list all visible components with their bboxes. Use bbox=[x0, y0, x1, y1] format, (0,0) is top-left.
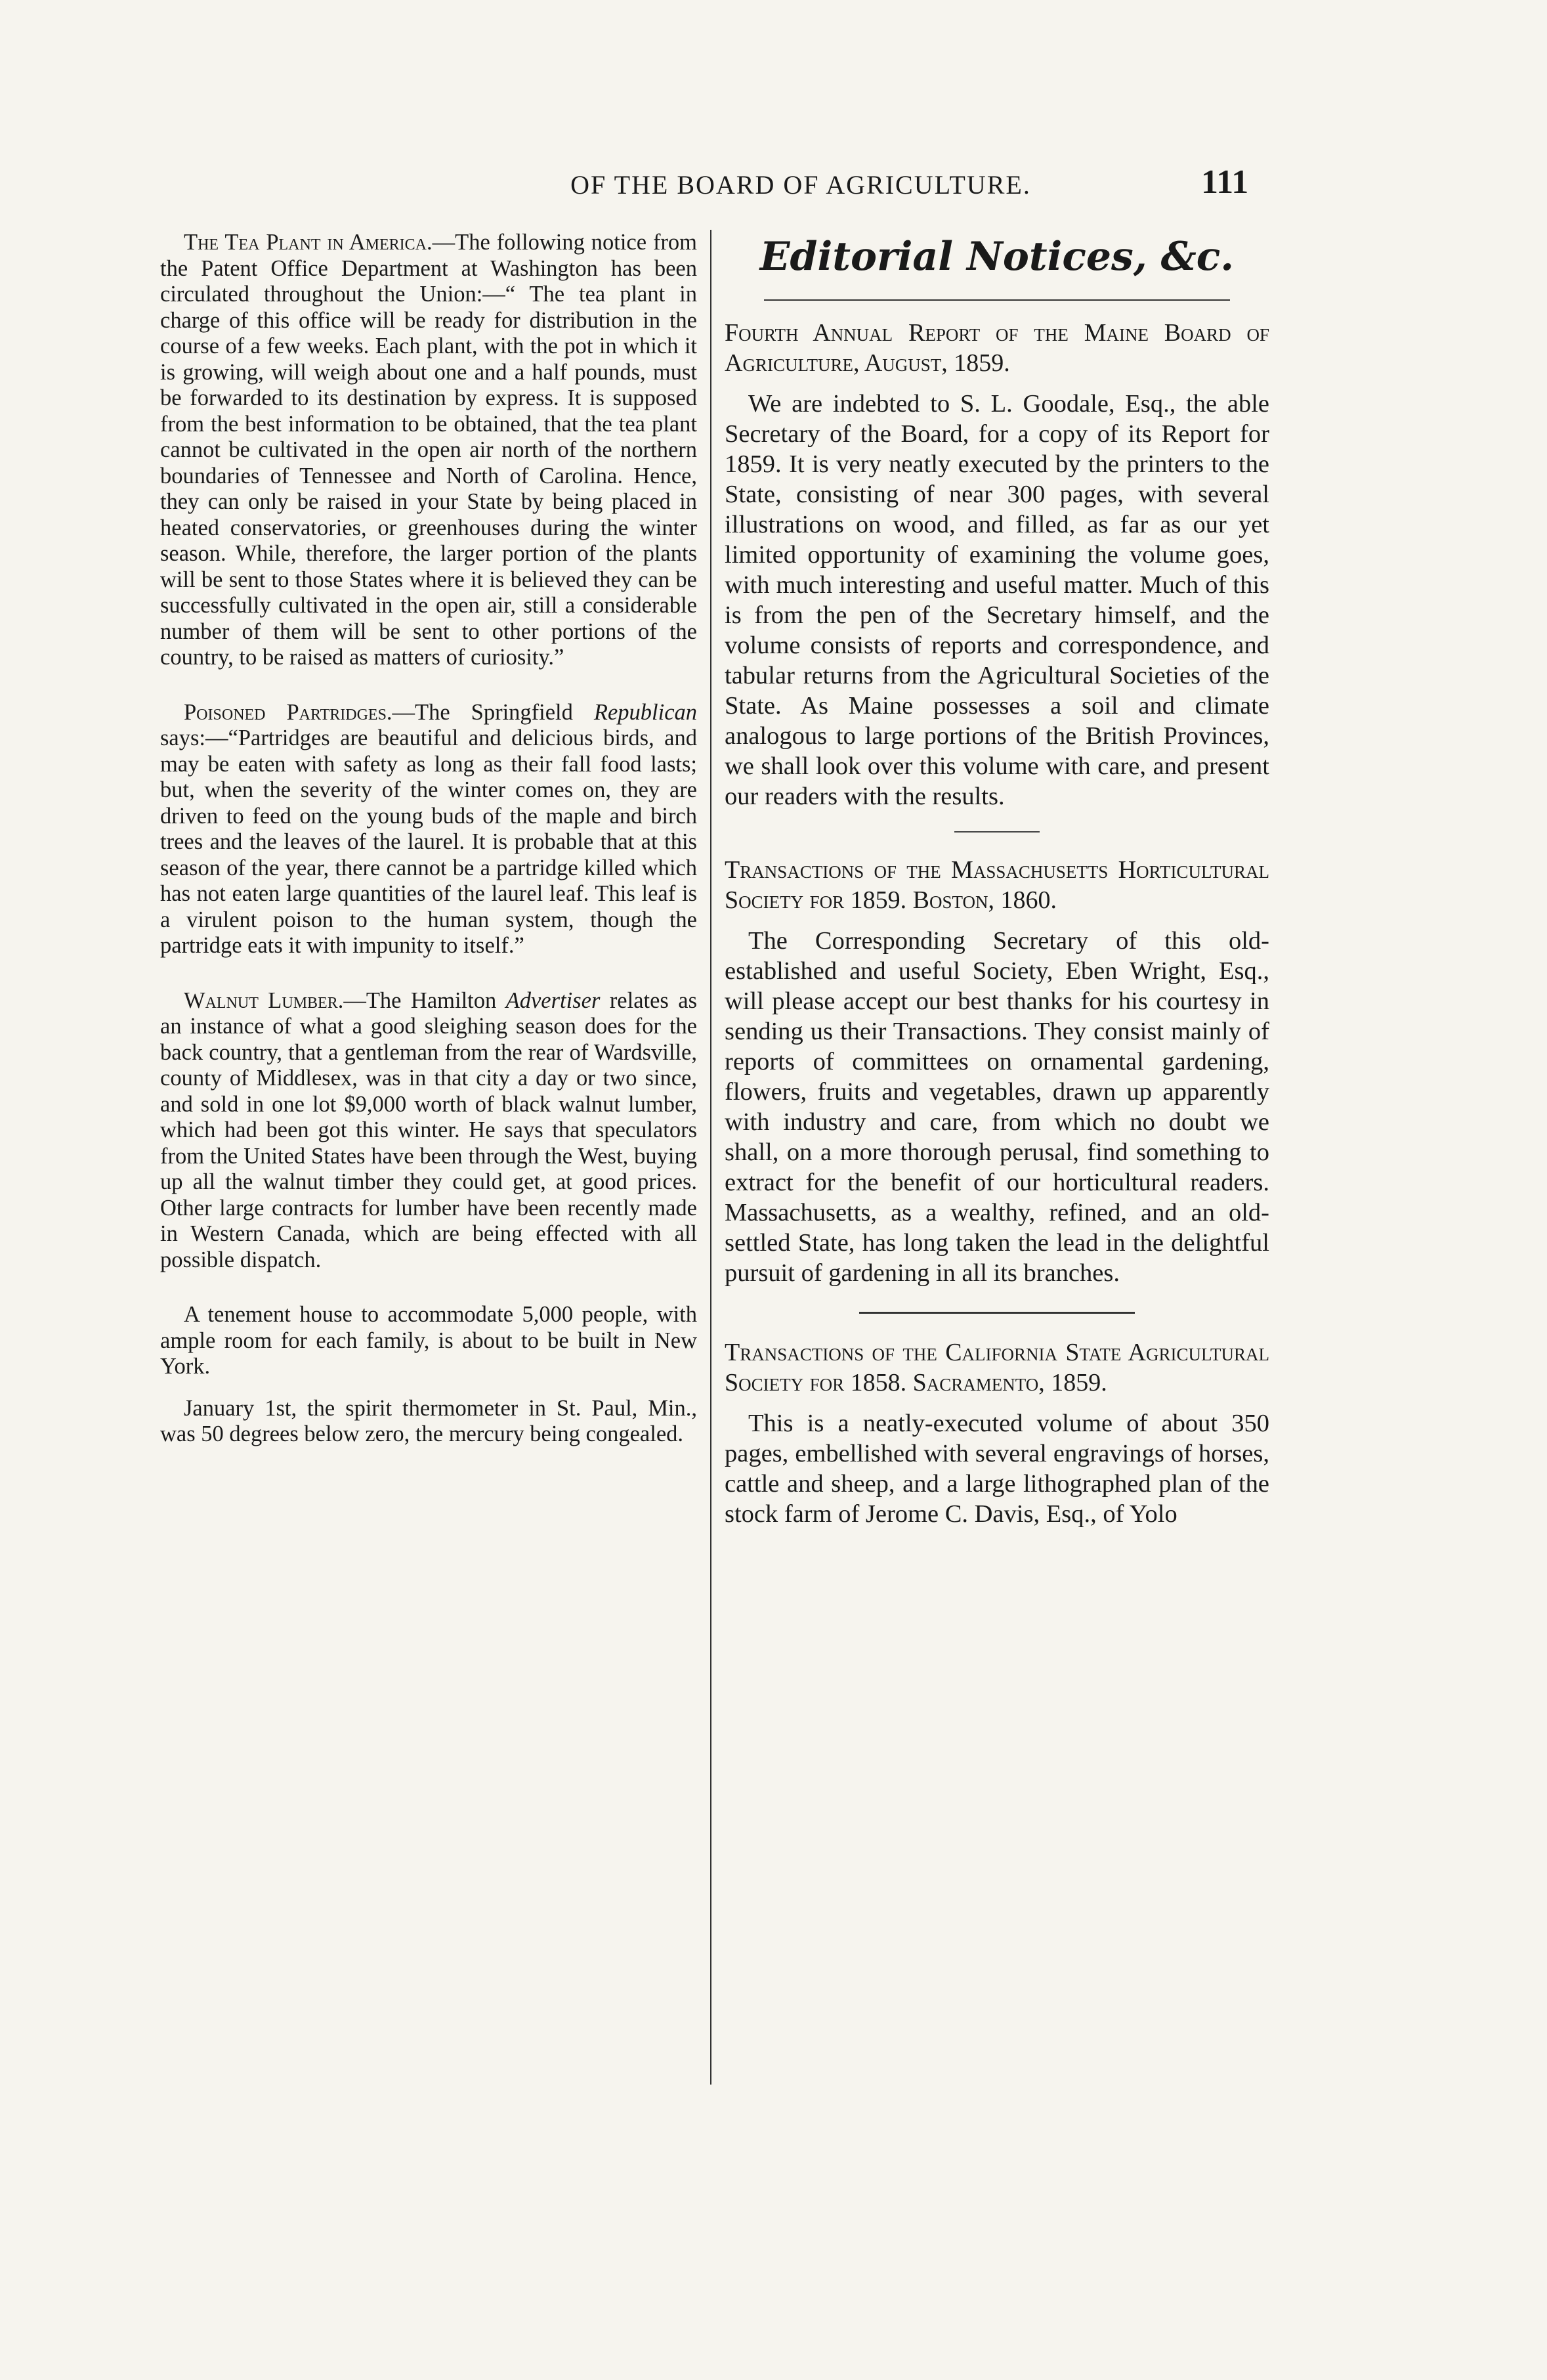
notice-california bbox=[725, 1337, 1269, 1529]
title-rule bbox=[764, 299, 1230, 301]
tenement-paragraph: A tenement house to accommodate 5,000 people, with ample room for each family, is about to be built in New York. bbox=[160, 1302, 697, 1379]
separator bbox=[954, 831, 1040, 833]
partridges-body: says:—“Partridges are beautiful and delicious birds, and may be eaten with safety as long as their fall food lasts; but, when the severity of the winter comes on, they are driven to feed on the young buds of the maple and birch trees and the leaves of the laurel. It is probable that at this season of the year, there cannot be a partridge killed which has not eaten large quantities of the laurel leaf. This leaf is a virulent poison to the human system, though the partridge eats it with impunity to itself.” bbox=[160, 725, 697, 958]
left-column bbox=[160, 230, 697, 1477]
walnut-paper: Advertiser bbox=[505, 987, 601, 1013]
walnut-paragraph bbox=[160, 988, 697, 1274]
partridges-paper: Republican bbox=[593, 699, 698, 725]
running-head: OF THE BOARD OF AGRICULTURE. bbox=[570, 170, 1031, 200]
right-column bbox=[725, 230, 1269, 1549]
partridges-title: Poisoned Partridges. bbox=[184, 699, 392, 725]
notice-heading: Transactions of the Massachusetts Horticultural Society for 1859. Boston, 1860. bbox=[725, 856, 1269, 914]
tea-plant-paragraph bbox=[160, 230, 697, 671]
walnut-lead: —The Hamilton bbox=[343, 987, 506, 1013]
tea-plant-title: The Tea Plant in America. bbox=[184, 230, 433, 255]
page-number: 111 bbox=[1201, 163, 1249, 201]
thermometer-paragraph: January 1st, the spirit thermometer in St. Paul, Min., was 50 degrees below zero, the mercury being congealed. bbox=[160, 1395, 697, 1446]
notice-body: The Corresponding Secretary of this old-established and useful Society, Eben Wright, Esq., will please accept our best thanks for his courtesy in sending us their Transactions. They consist mainly of reports of committees on ornamental gardening, flowers, fruits and vegetables, drawn up apparently with industry and care, from which no doubt we shall, on a more thorough perusal, find something to extract for the benefit of our horticultural readers. Massachusetts, as a wealthy, refined, and an old-settled State, has long taken the lead in the delightful pursuit of gardening in all its branches. bbox=[725, 927, 1269, 1287]
partridges-paragraph bbox=[160, 700, 697, 959]
editorial-notices-title: Editorial Notices, &c. bbox=[759, 234, 1235, 280]
notice-heading: Transactions of the California State Agricultural Society for 1858. Sacramento, 1859. bbox=[725, 1339, 1269, 1396]
partridges-lead: —The Springfield bbox=[392, 699, 594, 725]
separator bbox=[859, 1312, 1135, 1314]
walnut-title: Walnut Lumber. bbox=[184, 987, 344, 1013]
column-divider bbox=[710, 230, 711, 2085]
walnut-body: relates as an instance of what a good sleighing season does for the back country, that a gentleman from the rear of Wardsville, county of Middlesex, was in that city a day or two since, and sold in one lot $9,000 worth of black walnut lumber, which had been got this winter. He says that speculators from the United States have been through the West, buying up all the walnut timber they could get, at good prices. Other large contracts for lumber have been recently made in Western Canada, which are being effected with all possible dispatch. bbox=[160, 987, 697, 1272]
notice-body: We are indebted to S. L. Goodale, Esq., the able Secretary of the Board, for a copy of its Report for 1859. It is very neatly executed by the printers to the State, consisting of near 300 pages, with several illustrations on wood, and filled, as far as our yet limited opportunity of examining the volume goes, with much interesting and useful matter. Much of this is from the pen of the Secretary himself, and the volume consists of reports and correspondence, and tabular returns from the Agricultural Societies of the State. As Maine possesses a soil and climate analogous to large portions of the British Provinces, we shall look over this volume with care, and present our readers with the results. bbox=[725, 390, 1269, 810]
notice-maine bbox=[725, 318, 1269, 811]
notice-massachusetts bbox=[725, 855, 1269, 1288]
notice-heading: Fourth Annual Report of the Maine Board of Agriculture, August, 1859. bbox=[725, 319, 1269, 377]
notice-body: This is a neatly-executed volume of about 350 pages, embellished with several engravings of horses, cattle and sheep, and a large lithographed plan of the stock farm of Jerome C. Davis, Esq., of Yolo bbox=[725, 1410, 1269, 1528]
tea-plant-body: —The following notice from the Patent Office Department at Washington has been circulated throughout the Union:—“ The tea plant in charge of this office will be ready for distribution in the course of a few weeks. Each plant, with the pot in which it is growing, will weigh about one and a half pounds, must be forwarded to its destination by express. It is supposed from the best information to be obtained, that the tea plant cannot be cultivated in the open air north of the northern boundaries of Tennessee and North of Carolina. Hence, they can only be raised in your State by being placed in heated conservatories, or greenhouses during the winter season. While, therefore, the larger portion of the plants will be sent to those States where it is believed they can be successfully cultivated in the open air, still a considerable number of them will be sent to other portions of the country, to be raised as matters of curiosity.” bbox=[160, 230, 698, 670]
